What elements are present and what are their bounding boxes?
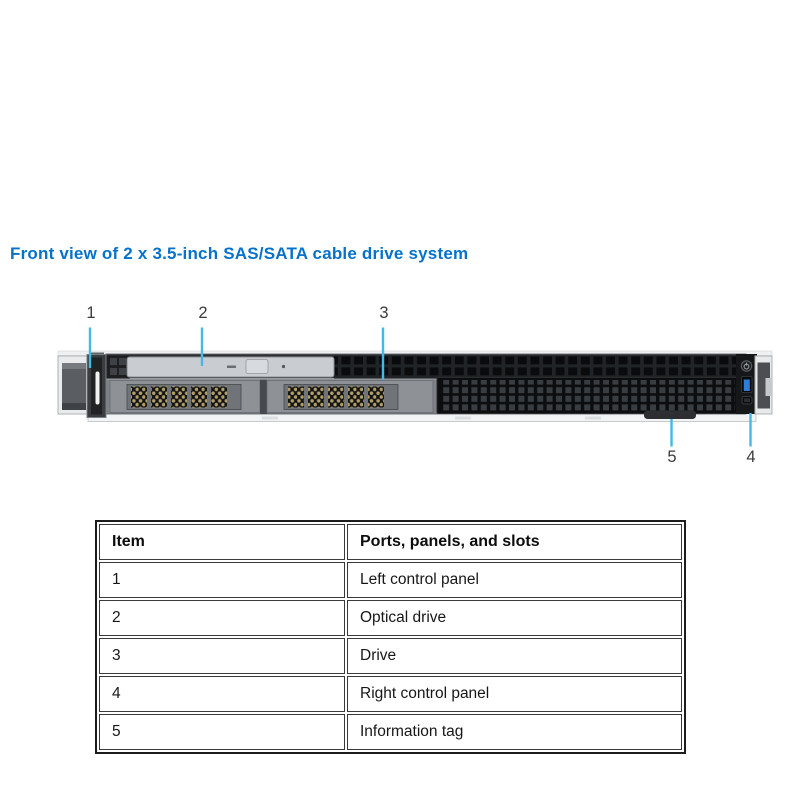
server-front-view-figure <box>0 300 800 475</box>
callout-label-3: 3 <box>379 304 389 322</box>
bay-divider <box>260 380 267 414</box>
ventilation-grille <box>437 378 738 414</box>
callout-label-2: 2 <box>198 304 208 322</box>
item-cell: 2 <box>99 600 345 636</box>
description-cell: Right control panel <box>347 676 682 712</box>
description-cell: Drive <box>347 638 682 674</box>
information-tag <box>644 411 696 420</box>
callout-label-4: 4 <box>746 448 756 466</box>
table-header-row <box>99 524 682 560</box>
column-header-description: Ports, panels, and slots <box>347 524 682 560</box>
drive-bay-1 <box>110 381 260 413</box>
description-cell: Optical drive <box>347 600 682 636</box>
drive-bay-2 <box>267 381 433 413</box>
column-header-item: Item <box>99 524 345 560</box>
right-control-panel <box>736 354 757 414</box>
micro-usb-port-icon <box>742 397 752 405</box>
optical-drive <box>127 357 334 377</box>
item-cell: 5 <box>99 714 345 750</box>
description-cell: Left control panel <box>347 562 682 598</box>
usb-port-icon <box>742 377 753 393</box>
table-row <box>99 562 682 598</box>
item-cell: 4 <box>99 676 345 712</box>
right-rack-ear <box>755 356 772 414</box>
table-row <box>99 676 682 712</box>
figure-title: Front view of 2 x 3.5-inch SAS/SATA cable drive system <box>10 244 469 263</box>
front-vent-block <box>106 356 130 379</box>
top-vent-strip <box>334 356 736 379</box>
left-rack-ear <box>58 356 90 414</box>
item-cell: 3 <box>99 638 345 674</box>
callout-label-5: 5 <box>667 448 677 466</box>
server-illustration <box>0 300 800 475</box>
table-row <box>99 600 682 636</box>
power-button-icon <box>741 361 751 371</box>
description-cell: Information tag <box>347 714 682 750</box>
table-row <box>99 638 682 674</box>
ports-panels-slots-table <box>95 520 686 754</box>
table-row <box>99 714 682 750</box>
item-cell: 1 <box>99 562 345 598</box>
callout-label-1: 1 <box>86 304 96 322</box>
